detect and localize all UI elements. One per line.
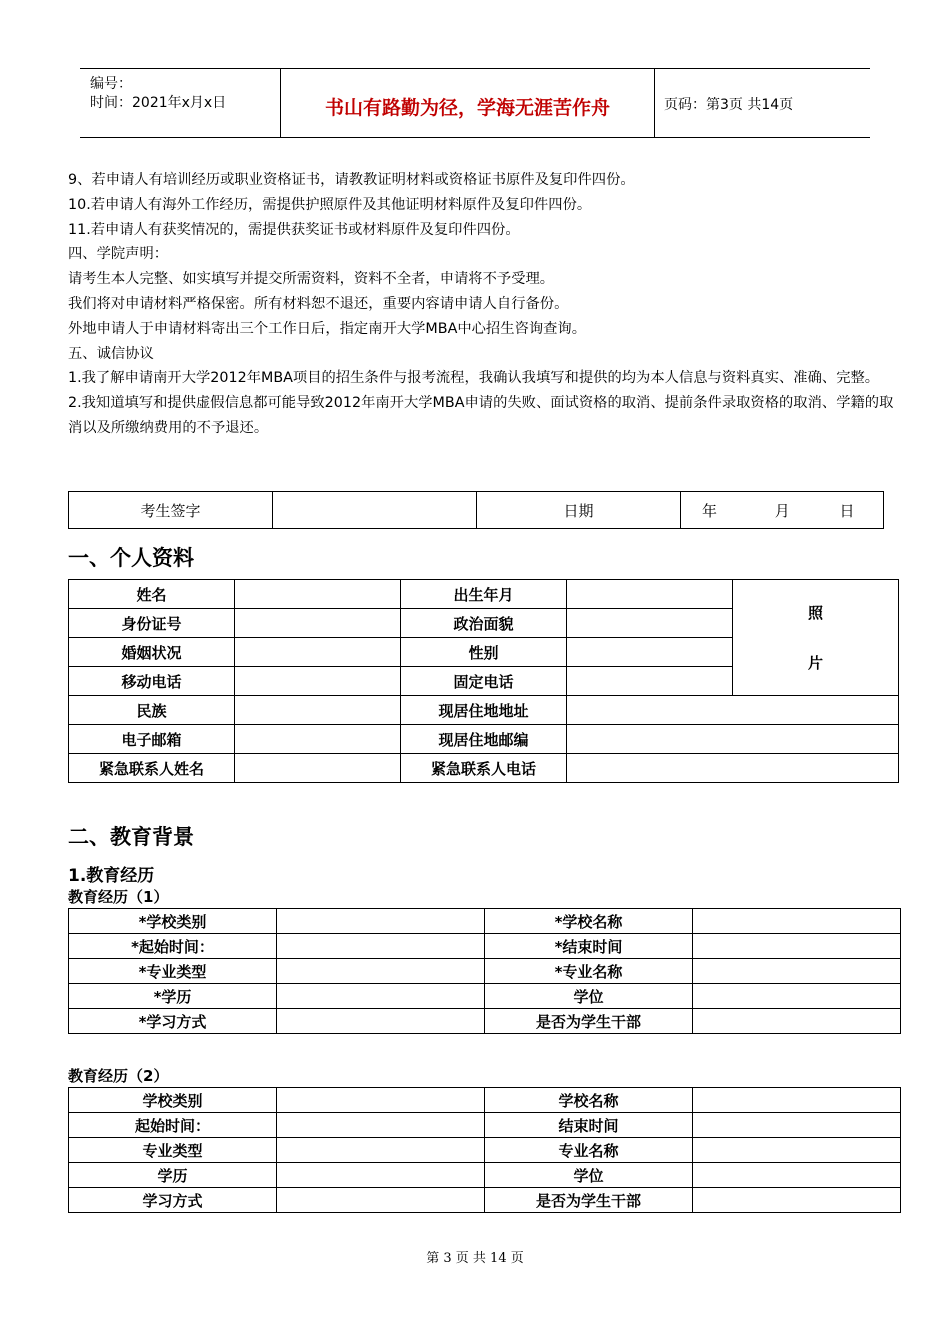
edu2-cadre-label: 是否为学生干部 (485, 1188, 693, 1213)
paragraph: 外地申请人于申请材料寄出三个工作日后，指定南开大学MBA中心招生咨询查询。 (68, 320, 587, 337)
name-field[interactable] (235, 580, 401, 609)
edu2-mode-field[interactable] (277, 1188, 485, 1213)
zip-label: 现居住地邮编 (401, 725, 567, 754)
photo-char-1: 照 (807, 603, 823, 622)
edu1-major-type-label: *专业类型 (69, 959, 277, 984)
edu2-major-name-field[interactable] (693, 1138, 901, 1163)
time-label: 时间：2021年x月x日 (90, 95, 227, 111)
paragraph: 10.若申请人有海外工作经历，需提供护照原件及其他证明材料原件及复印件四份。 (68, 196, 592, 213)
mobile-field[interactable] (235, 667, 401, 696)
edu1-end-field[interactable] (693, 934, 901, 959)
mobile-label: 移动电话 (69, 667, 235, 696)
gender-label: 性别 (401, 638, 567, 667)
edu1-major-name-field[interactable] (693, 959, 901, 984)
marital-label: 婚姻状况 (69, 638, 235, 667)
email-field[interactable] (235, 725, 401, 754)
subsection-title: 1.教育经历 (68, 866, 155, 886)
edu2-degree-field[interactable] (693, 1163, 901, 1188)
header-motto-cell (280, 69, 655, 137)
edu2-major-type-field[interactable] (277, 1138, 485, 1163)
motto: 书山有路勤为径，学海无涯苦作舟 (324, 97, 610, 119)
emergency-phone-label: 紧急联系人电话 (401, 754, 567, 783)
edu2-degree-level-field[interactable] (277, 1163, 485, 1188)
edu2-school-type-field[interactable] (277, 1088, 485, 1113)
section-title-education: 二、教育背景 (68, 825, 194, 849)
education-table-1 (68, 908, 901, 1034)
edu2-degree-level-label: 学历 (69, 1163, 277, 1188)
edu2-end-field[interactable] (693, 1113, 901, 1138)
edu1-school-type-field[interactable] (277, 909, 485, 934)
edu1-major-type-field[interactable] (277, 959, 485, 984)
political-field[interactable] (567, 609, 733, 638)
paragraph: 2.我知道填写和提供虚假信息都可能导致2012年南开大学MBA申请的失败、面试资格的取消、提前条件录取资格的取消、学籍的取消以及所缴纳费用的不予退还。 (68, 395, 894, 436)
photo-box[interactable] (733, 580, 899, 696)
page-footer: 第 3 页 共 14 页 (426, 1251, 524, 1266)
edu2-school-name-label: 学校名称 (485, 1088, 693, 1113)
edu1-school-name-label: *学校名称 (485, 909, 693, 934)
signature-table (68, 491, 884, 529)
edu1-mode-field[interactable] (277, 1009, 485, 1034)
paragraph: 我们将对申请材料严格保密。所有材料恕不退还，重要内容请申请人自行备份。 (68, 295, 569, 312)
sign-label: 考生签字 (69, 492, 273, 529)
ethnic-label: 民族 (69, 696, 235, 725)
zip-field[interactable] (567, 725, 899, 754)
edu2-major-type-label: 专业类型 (69, 1138, 277, 1163)
photo-char-2: 片 (807, 653, 823, 672)
email-label: 电子邮箱 (69, 725, 235, 754)
paragraph: 11.若申请人有获奖情况的，需提供获奖证书或材料原件及复印件四份。 (68, 221, 520, 238)
edu1-degree-level-field[interactable] (277, 984, 485, 1009)
edu2-degree-label: 学位 (485, 1163, 693, 1188)
address-field[interactable] (567, 696, 899, 725)
paragraph: 1.我了解申请南开大学2012年MBA项目的招生条件与报考流程，我确认我填写和提供的均为本人信息与资料真实、准确、完整。 (68, 370, 880, 387)
edu2-caption: 教育经历（2） (68, 1067, 169, 1085)
edu1-cadre-field[interactable] (693, 1009, 901, 1034)
edu1-caption: 教育经历（1） (68, 888, 169, 906)
month-label: 月 (774, 501, 790, 520)
emergency-name-field[interactable] (235, 754, 401, 783)
date-label: 日期 (477, 492, 681, 529)
paragraph: 四、学院声明： (68, 246, 169, 263)
header-page-cell (654, 69, 870, 137)
phone-field[interactable] (567, 667, 733, 696)
sign-field[interactable] (273, 492, 477, 529)
gender-field[interactable] (567, 638, 733, 667)
edu2-major-name-label: 专业名称 (485, 1138, 693, 1163)
personal-info-table (68, 579, 899, 783)
emergency-phone-field[interactable] (567, 754, 899, 783)
edu2-start-field[interactable] (277, 1113, 485, 1138)
paragraph: 五、诚信协议 (68, 345, 154, 362)
edu2-start-label: 起始时间： (69, 1113, 277, 1138)
edu1-school-type-label: *学校类别 (69, 909, 277, 934)
page-label: 页码：第3页 共14页 (664, 97, 794, 113)
phone-label: 固定电话 (401, 667, 567, 696)
edu1-mode-label: *学习方式 (69, 1009, 277, 1034)
edu1-degree-level-label: *学历 (69, 984, 277, 1009)
header-meta (80, 69, 280, 137)
edu1-end-label: *结束时间 (485, 934, 693, 959)
id-field[interactable] (235, 609, 401, 638)
paragraph: 请考生本人完整、如实填写并提交所需资料，资料不全者，申请将不予受理。 (68, 271, 555, 288)
name-label: 姓名 (69, 580, 235, 609)
edu1-degree-field[interactable] (693, 984, 901, 1009)
political-label: 政治面貌 (401, 609, 567, 638)
edu1-start-field[interactable] (277, 934, 485, 959)
section-title-personal: 一、个人资料 (68, 546, 194, 570)
edu2-school-type-label: 学校类别 (69, 1088, 277, 1113)
edu1-start-label: *起始时间： (69, 934, 277, 959)
emergency-name-label: 紧急联系人姓名 (69, 754, 235, 783)
edu2-school-name-field[interactable] (693, 1088, 901, 1113)
ethnic-field[interactable] (235, 696, 401, 725)
edu2-cadre-field[interactable] (693, 1188, 901, 1213)
instructions-text (68, 168, 894, 441)
edu2-mode-label: 学习方式 (69, 1188, 277, 1213)
id-label: 身份证号 (69, 609, 235, 638)
page-header (80, 68, 870, 138)
edu1-school-name-field[interactable] (693, 909, 901, 934)
edu1-major-name-label: *专业名称 (485, 959, 693, 984)
birth-field[interactable] (567, 580, 733, 609)
marital-field[interactable] (235, 638, 401, 667)
date-field[interactable] (681, 492, 884, 529)
day-label: 日 (839, 501, 855, 520)
birth-label: 出生年月 (401, 580, 567, 609)
education-table-2 (68, 1087, 901, 1213)
number-label: 编号： (90, 76, 132, 92)
address-label: 现居住地地址 (401, 696, 567, 725)
paragraph: 9、若申请人有培训经历或职业资格证书，请教教证明材料或资格证书原件及复印件四份。 (68, 172, 635, 188)
edu1-degree-label: 学位 (485, 984, 693, 1009)
edu2-end-label: 结束时间 (485, 1113, 693, 1138)
year-label: 年 (701, 501, 717, 520)
edu1-cadre-label: 是否为学生干部 (485, 1009, 693, 1034)
